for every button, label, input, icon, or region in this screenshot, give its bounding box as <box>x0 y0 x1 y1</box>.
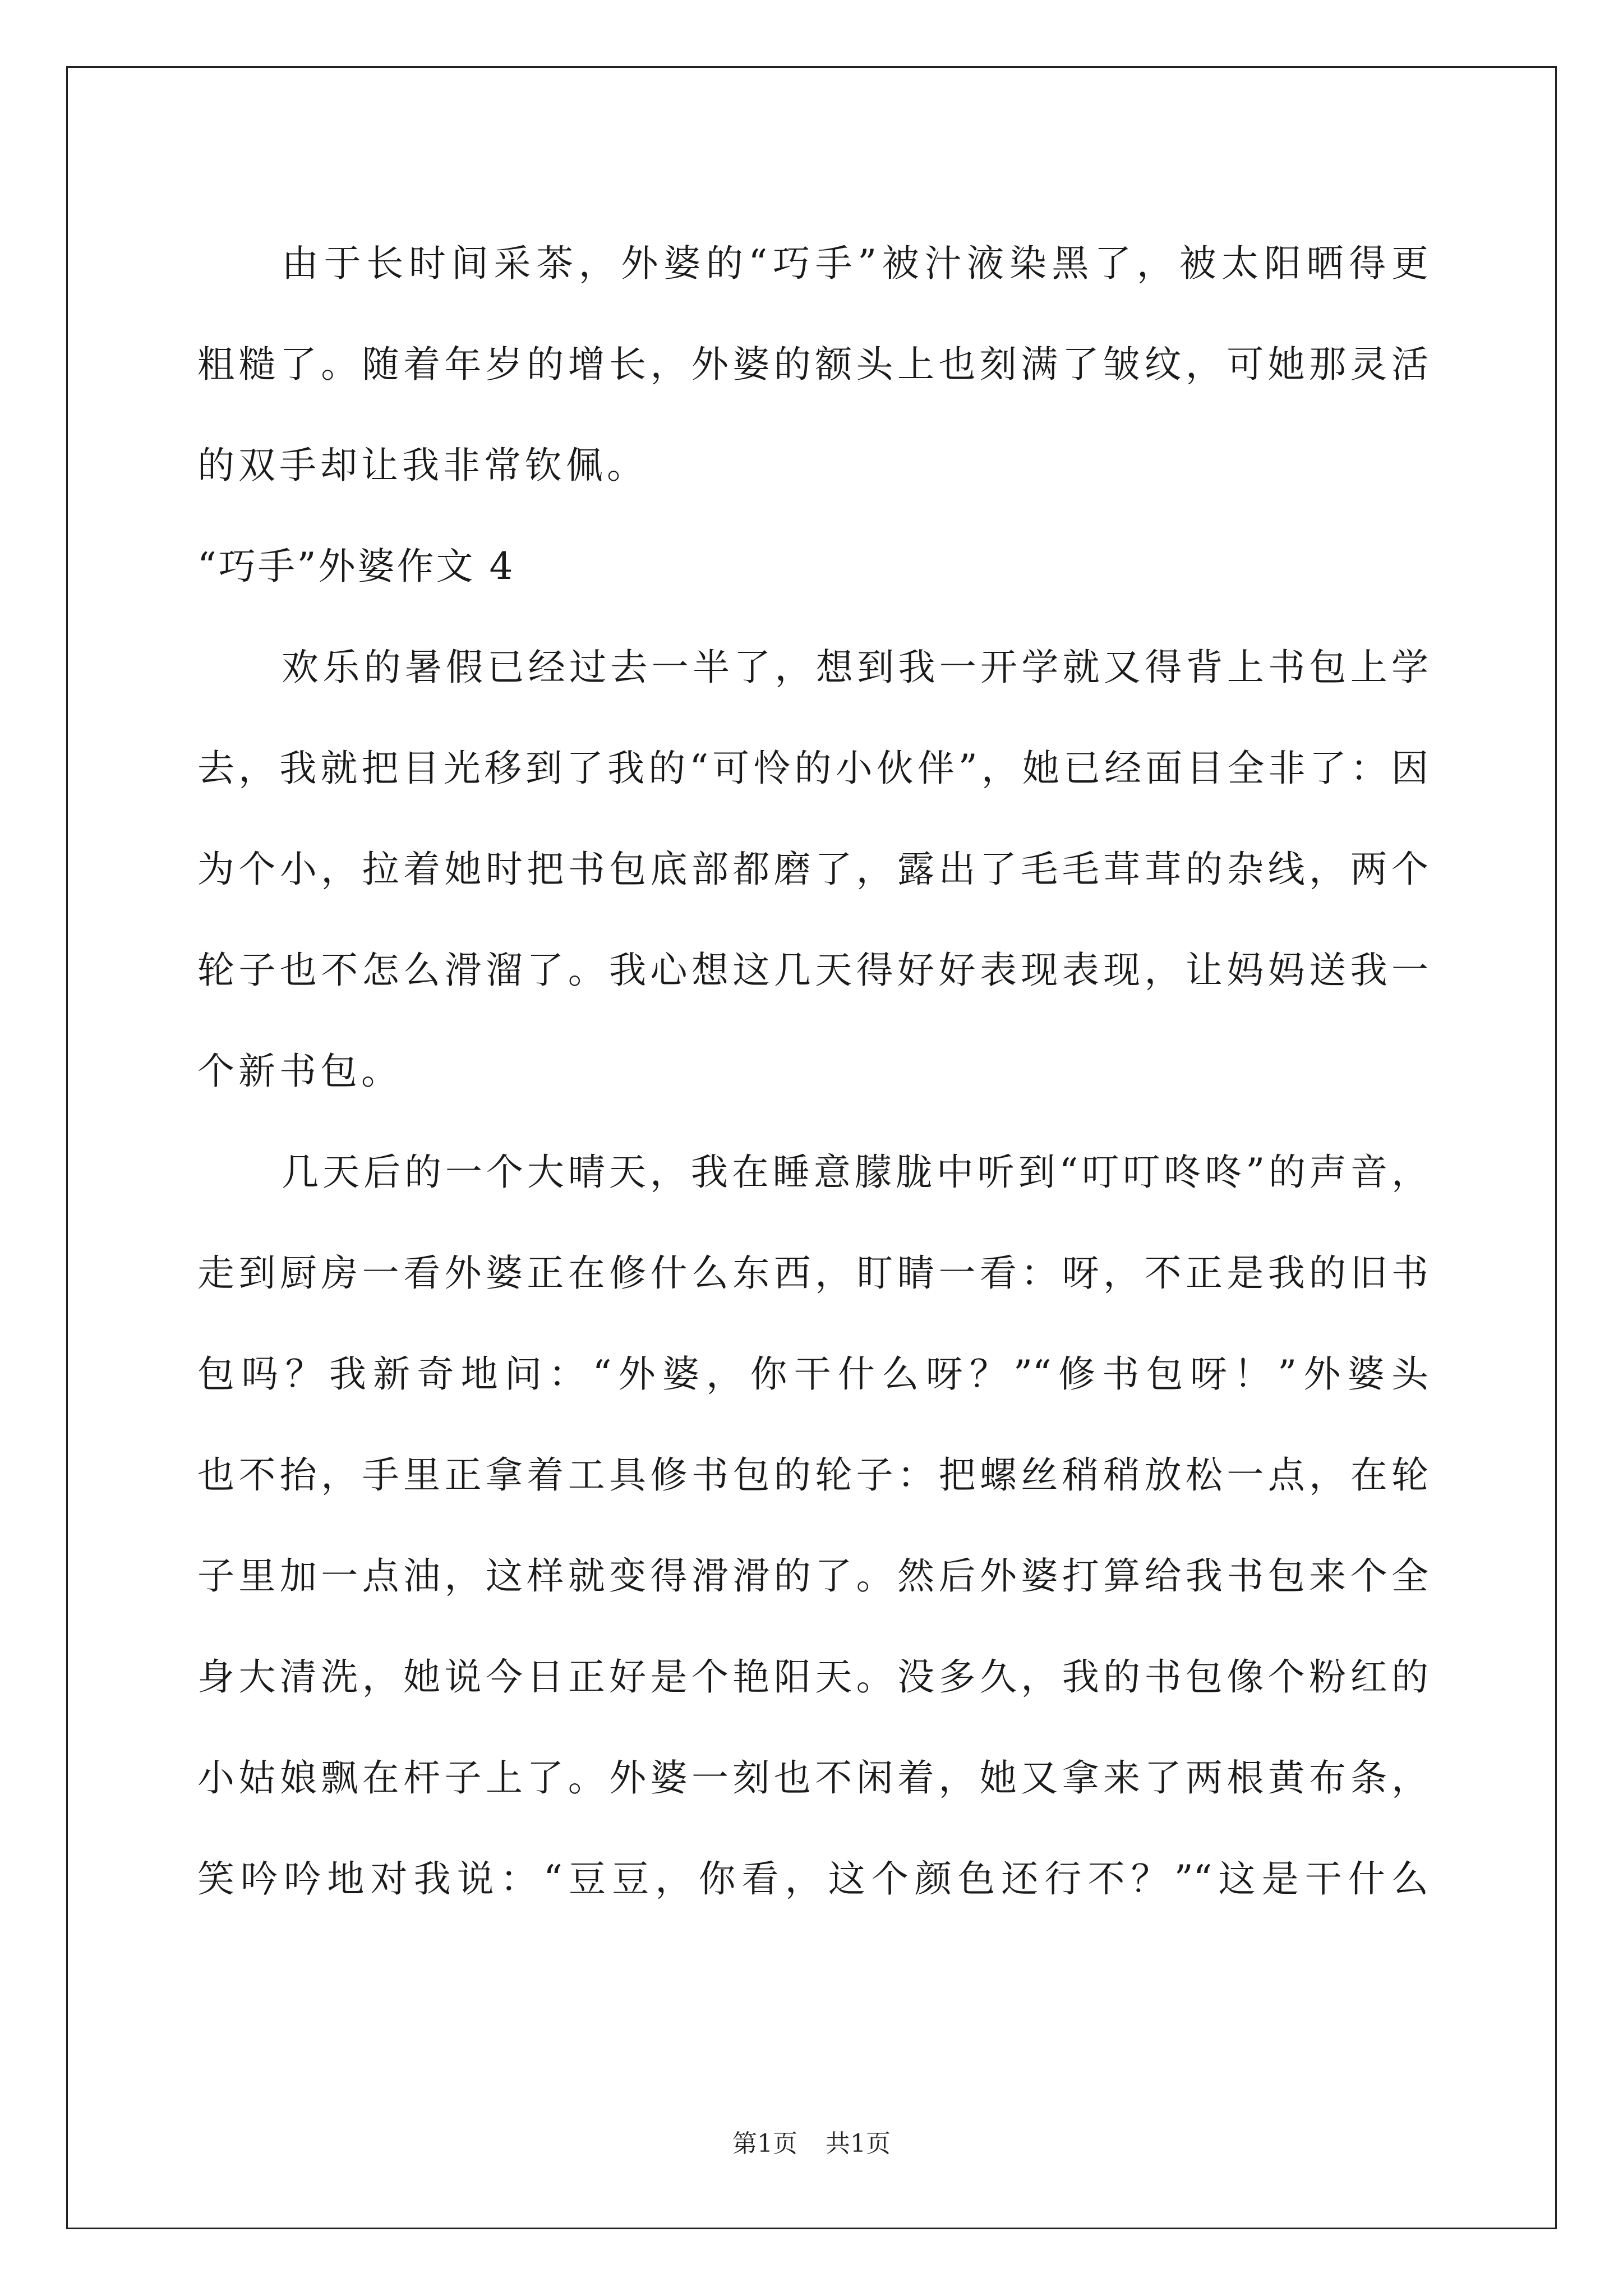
text-line: 去，我就把目光移到了我的“可怜的小伙伴”，她已经面目全非了：因 <box>197 747 1428 790</box>
text-line: 个新书包。 <box>197 1050 402 1093</box>
text-line: 粗糙了。随着年岁的增长，外婆的额头上也刻满了皱纹，可她那灵活 <box>197 343 1428 386</box>
text-line: 走到厨房一看外婆正在修什么东西，盯睛一看：呀，不正是我的旧书 <box>197 1251 1428 1295</box>
text-line: 为个小，拉着她时把书包底部都磨了，露出了毛毛茸茸的杂线，两个 <box>197 848 1428 891</box>
text-line: 包吗？我新奇地问：“外婆，你干什么呀？”“修书包呀！”外婆头 <box>197 1352 1428 1396</box>
text-line: 欢乐的暑假已经过去一半了，想到我一开学就又得背上书包上学 <box>282 646 1428 689</box>
text-line: 身大清洗，她说今日正好是个艳阳天。没多久，我的书包像个粉红的 <box>197 1655 1428 1699</box>
text-line: 笑吟吟地对我说：“豆豆，你看，这个颜色还行不？”“这是干什么 <box>197 1857 1428 1901</box>
text-line: 的双手却让我非常钦佩。 <box>197 444 648 487</box>
page-footer <box>0 2127 1623 2161</box>
document-body <box>197 213 1428 1930</box>
text-line: 小姑娘飘在杆子上了。外婆一刻也不闲着，她又拿来了两根黄布条， <box>197 1756 1428 1800</box>
page-total: 共1页 <box>826 2129 891 2158</box>
text-line: 几天后的一个大晴天，我在睡意朦胧中听到“叮叮咚咚”的声音， <box>282 1151 1428 1194</box>
page-number: 第1页 <box>732 2129 797 2158</box>
text-line: 子里加一点油，这样就变得滑滑的了。然后外婆打算给我书包来个全 <box>197 1554 1428 1598</box>
text-line: 由于长时间采茶，外婆的“巧手”被汁液染黑了，被太阳晒得更 <box>282 242 1428 285</box>
text-line: 轮子也不怎么滑溜了。我心想这几天得好好表现表现，让妈妈送我一 <box>197 949 1428 992</box>
text-line: 也不抬，手里正拿着工具修书包的轮子：把螺丝稍稍放松一点，在轮 <box>197 1453 1428 1497</box>
section-title: “巧手”外婆作文 4 <box>197 545 515 588</box>
